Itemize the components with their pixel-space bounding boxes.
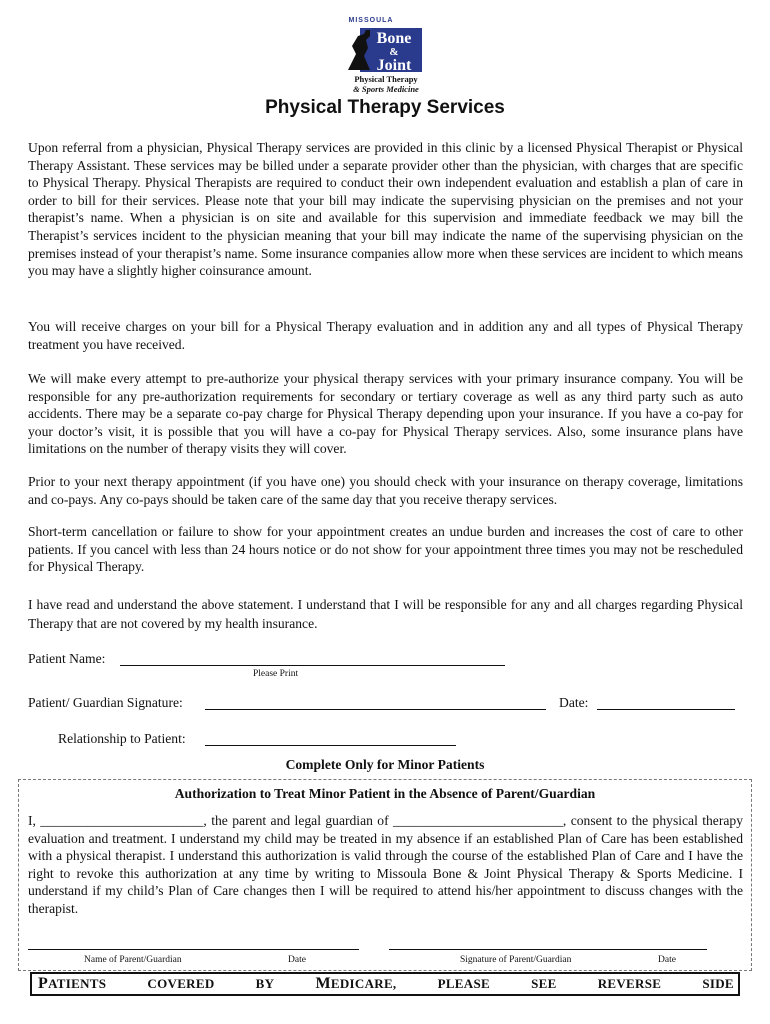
footer-word-see: SEE — [531, 976, 557, 991]
logo-subtitle-1: Physical Therapy — [354, 74, 418, 84]
signature-field[interactable] — [205, 709, 546, 710]
parent-date-caption: Date — [288, 955, 306, 965]
footer-word-covered: COVERED — [147, 976, 215, 991]
footer-word-by: BY — [255, 976, 275, 991]
parent-name-caption: Name of Parent/Guardian — [84, 955, 182, 965]
paragraph-prior: Prior to your next therapy appointment (if you have one) you should check with your insurance on therapy coverage, limitations and co-pays. Any co-pays should be taken care of the same day that you receive therapy services. — [28, 474, 743, 507]
footer-word-patients: PATIENTS — [38, 975, 107, 992]
signature-date-caption: Date — [658, 955, 676, 965]
medicare-notice-banner — [30, 972, 740, 996]
paragraph-cancellation: Short-term cancellation or failure to show for your appointment creates an undue burden and increases the cost of care to other patients. If you cancel with less than 24 hours notice or do not show for your appointment three times you may not be rescheduled for Physical Therapy. — [28, 524, 743, 575]
parent-signature-field[interactable] — [389, 949, 707, 950]
logo-joint: Joint — [376, 57, 412, 74]
date-label: Date: — [559, 695, 589, 710]
logo-amp: & — [389, 46, 399, 58]
logo-subtitle-2: & Sports Medicine — [353, 84, 419, 94]
logo-bone: Bone — [376, 30, 412, 47]
patient-name-label: Patient Name: — [28, 651, 106, 666]
parent-signature-caption: Signature of Parent/Guardian — [460, 955, 572, 965]
minor-patients-heading: Complete Only for Minor Patients — [285, 757, 485, 772]
relationship-field[interactable] — [205, 745, 456, 746]
paragraph-referral: Upon referral from a physician, Physical Therapy services are provided in this clinic by a licensed Physical Therapist or Physical Therapy Assistant. These services may be billed under a separate provider other than the physician, with charges that are specific to Physical Therapy. Physical Therapists are required to conduct their own independent evaluation and establish a plan of care in order to bill for their services. Please note that your bill may indicate the supervising physician on the premises and not your therapist’s name. When a physician is on site and available for this supervision and immediate feedback we may bill the Therapist’s services incident to the physician meaning that your bill may indicate the name of the supervising physician on the premises instead of your therapist’s name. Some insurance companies allow more when these services are incident to which means you may have a slightly higher coinsurance amount. — [28, 140, 743, 279]
date-field[interactable] — [597, 709, 735, 710]
logo-top-text: MISSOULA — [348, 17, 394, 24]
patient-name-field[interactable] — [120, 665, 505, 666]
footer-word-please: PLEASE — [437, 976, 490, 991]
footer-word-reverse: REVERSE — [597, 976, 662, 991]
minor-authorization-text: I, ________________________, the parent and legal guardian of _________________________, consent to the physical therapy evaluation and treatment. I understand my child may be treated in my absence if an established Plan of Care has been established with a physical therapist. I understand this authorization is valid through the course of the established Plan of Care and I have the right to revoke this authorization at any time by writing to Missoula Bone & Joint Physical Therapy & Sports Medicine. I understand if my child’s Plan of Care changes then I will be required to attend his/her appointment to discuss changes with the therapist. — [28, 813, 743, 916]
parent-name-field[interactable] — [28, 949, 359, 950]
signature-label: Patient/ Guardian Signature: — [28, 695, 183, 710]
paragraph-acknowledgement: I have read and understand the above statement. I understand that I will be responsible for any and all charges regarding Physical Therapy that are not covered by my health insurance. — [28, 597, 743, 631]
please-print-hint: Please Print — [253, 669, 299, 679]
page-title: Physical Therapy Services — [265, 97, 505, 118]
paragraph-charges: You will receive charges on your bill for a Physical Therapy evaluation and in addition any and all types of Physical Therapy treatment you have received. — [28, 319, 743, 352]
relationship-label: Relationship to Patient: — [58, 731, 186, 746]
footer-word-medicare: MEDICARE, — [315, 975, 397, 992]
footer-word-side: SIDE — [702, 976, 734, 991]
minor-authorization-heading: Authorization to Treat Minor Patient in the Absence of Parent/Guardian — [174, 786, 596, 801]
logo-icon — [346, 26, 424, 74]
paragraph-preauthorize: We will make every attempt to pre-authorize your physical therapy services with your primary insurance company. You will be responsible for any pre-authorization requirements for secondary or tertiary coverage as well as any third party such as auto accidents. There may be a separate co-pay charge for Physical Therapy depending upon your insurance. If you have a co-pay for your doctor’s visit, it is possible that you will have a co-pay for Physical Therapy services. Also, some insurance plans have limitations on the number of therapy visits they will cover. — [28, 371, 743, 457]
